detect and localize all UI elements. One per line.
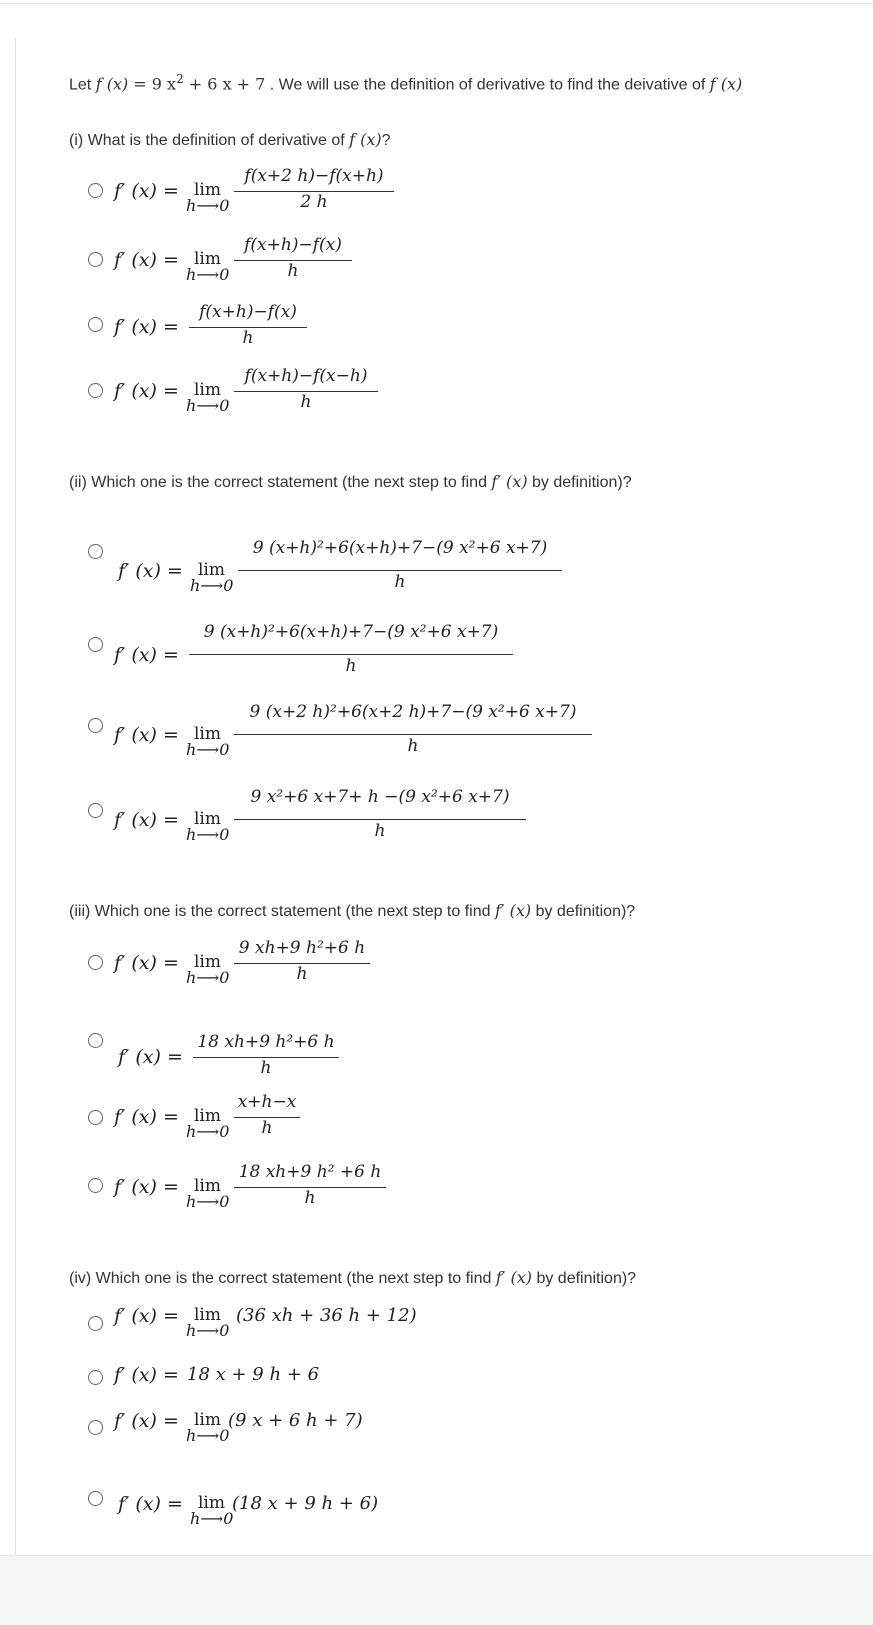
q3-option-2-radio[interactable] <box>88 1033 103 1048</box>
q2-option-1-radio[interactable] <box>88 544 103 559</box>
q3-option-3-radio[interactable] <box>88 1110 103 1125</box>
q1-option-1-radio[interactable] <box>88 183 103 198</box>
q1-option-3-radio[interactable] <box>88 317 103 332</box>
q2-option-4-radio[interactable] <box>88 803 103 818</box>
q2-option-2-radio[interactable] <box>88 637 103 652</box>
question-3-label: (iii) Which one is the correct statement (the next step to find f′ (x) by definition)? <box>69 901 636 920</box>
q1-option-4-radio[interactable] <box>88 383 103 398</box>
question-4-label: (iv) Which one is the correct statement (the next step to find f′ (x) by definition)? <box>69 1268 637 1287</box>
content-left-border <box>15 37 16 1555</box>
top-border <box>0 0 873 4</box>
intro-text: Let f (x) = 9 $x^2 + 6$ x + 7 . We will use the definition of derivative to find the deivative of f (x) <box>69 72 743 94</box>
q2-option-3-radio[interactable] <box>88 718 103 733</box>
q4-option-2-radio[interactable] <box>88 1370 103 1385</box>
q4-option-3-radio[interactable] <box>88 1420 103 1435</box>
q4-option-4-radio[interactable] <box>88 1491 103 1506</box>
q1-option-2-radio[interactable] <box>88 252 103 267</box>
question-2-label: (ii) Which one is the correct statement (the next step to find f′ (x) by definition)? <box>69 472 632 491</box>
page-footer <box>0 1555 873 1625</box>
q3-option-4-radio[interactable] <box>88 1178 103 1193</box>
question-1-label: (i) What is the definition of derivative of f (x)? <box>69 130 391 149</box>
q3-option-1-radio[interactable] <box>88 955 103 970</box>
q4-option-1-radio[interactable] <box>88 1316 103 1331</box>
